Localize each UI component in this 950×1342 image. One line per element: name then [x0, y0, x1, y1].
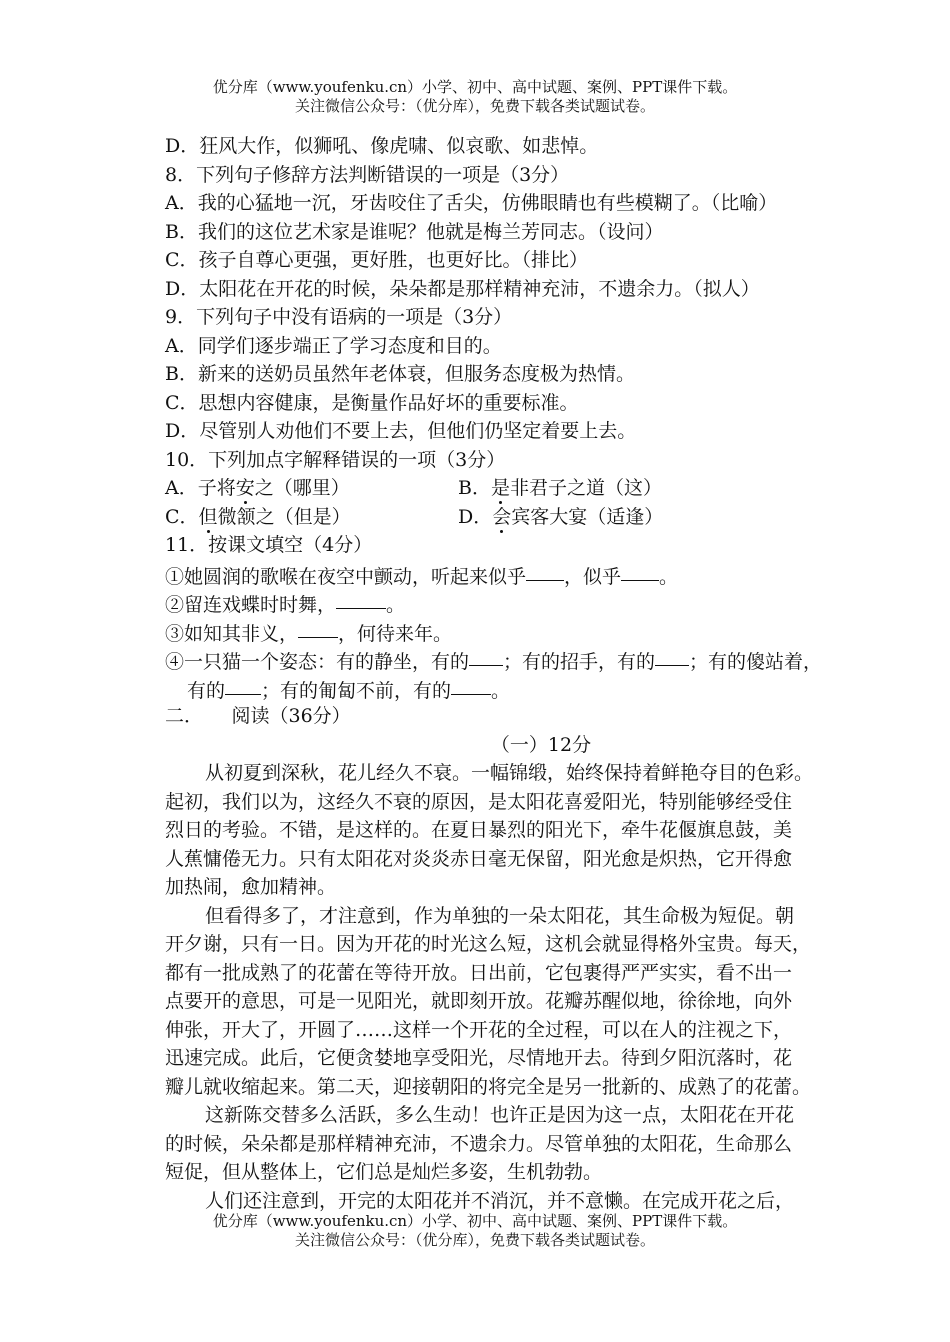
header-line-2: 关注微信公众号：（优分库），免费下载各类试题试卷。: [294, 97, 655, 115]
page-footer: [0, 1212, 950, 1250]
q10-row-1: [165, 474, 917, 503]
passage-line: 迅速完成。此后，它便贪婪地享受阳光，尽情地开去。待到夕阳沉落时，花: [165, 1047, 793, 1069]
dotted-char: 安: [235, 477, 255, 499]
passage-line: 加热闹，愈加精神。: [165, 876, 337, 898]
passage-line: 但看得多了，才注意到，作为单独的一朵太阳花，其生命极为短促。朝: [205, 904, 795, 927]
q8-option-a: A．我的心猛地一沉，牙齿咬住了舌尖，仿佛眼睛也有些模糊了。（比喻）: [165, 192, 778, 214]
passage-line: 都有一批成熟了的花蕾在等待开放。日出前，它包裹得严严实实，看不出一: [165, 961, 793, 984]
header-line-1: 优分库（www.youfenku.cn）小学、初中、高中试题、案例、PPT课件下载。: [212, 78, 738, 96]
q11-title: 11．按课文填空（4分）: [165, 534, 373, 556]
fill-blank[interactable]: [469, 645, 503, 666]
passage-line: 伸张，开大了，开圆了……这样一个开花的全过程，可以在人的注视之下，: [165, 1018, 793, 1041]
passage-line: 点要开的意思，可是一见阳光，就即刻开放。花瓣苏醒似地，徐徐地，向外: [165, 990, 793, 1012]
q11-item-2: ②留连戏蝶时时舞， 。: [165, 588, 917, 617]
passage-line: 这新陈交替多么活跃，多么生动！也许正是因为这一点，太阳花在开花: [205, 1104, 795, 1126]
dotted-char: 是: [490, 477, 510, 499]
fill-blank[interactable]: [655, 645, 689, 666]
q9-option-d: D．尽管别人劝他们不要上去，但他们仍坚定着要上去。: [165, 420, 637, 442]
q8-option-c: C．孩子自尊心更强，更好胜，也更好比。（排比）: [165, 249, 589, 271]
q11-item-3: ③如知其非义， ，何待来年。: [165, 617, 917, 646]
q11-item-4: ④一只猫一个姿态：有的静坐，有的 ；有的招手，有的 ；有的傻站着，: [165, 645, 917, 674]
q10-title: 10．下列加点字解释错误的一项（3分）: [165, 448, 506, 471]
fill-blank[interactable]: [526, 560, 564, 581]
passage-line: 瓣儿就收缩起来。第二天，迎接朝阳的将完全是另一批新的、成熟了的花蕾。: [165, 1075, 812, 1098]
section-2-subtitle: （一）12分: [490, 733, 592, 756]
passage-line: 从初夏到深秋，花儿经久不衰。一幅锦缎，始终保持着鲜艳夺目的色彩。: [205, 762, 814, 784]
q8-option-d: D．太阳花在开花的时候，朵朵都是那样精神充沛，不遗余力。（拟人）: [165, 277, 760, 300]
q8-title: 8．下列句子修辞方法判断错误的一项是（3分）: [165, 163, 570, 186]
passage-line: 人们还注意到，开完的太阳花并不消沉，并不意懒。在完成开花之后，: [205, 1189, 795, 1212]
q9-option-a: A．同学们逐步端正了学习态度和目的。: [165, 334, 502, 357]
footer-line-2: 关注微信公众号：（优分库），免费下载各类试题试卷。: [294, 1231, 655, 1249]
q10-option-b: B．是非君子之道（这）: [458, 477, 662, 499]
q9-title: 9．下列句子中没有语病的一项是（3分）: [165, 306, 513, 328]
section-2-title: 二． 阅读（36分）: [165, 705, 351, 727]
dotted-char: 但: [198, 505, 218, 528]
fill-blank[interactable]: [336, 588, 386, 609]
q9-option-c: C．思想内容健康，是衡量作品好坏的重要标准。: [165, 391, 579, 414]
q11-item-1: ①她圆润的歌喉在夜空中颤动，听起来似乎 ，似乎 。: [165, 560, 917, 589]
passage-line: 烈日的考验。不错，是这样的。在夏日暴烈的阳光下，牵牛花偃旗息鼓，美: [165, 819, 793, 841]
q11-item-4-cont: 有的 ；有的匍匐不前，有的 。: [165, 674, 917, 703]
footer-line-1: 优分库（www.youfenku.cn）小学、初中、高中试题、案例、PPT课件下载。: [212, 1212, 738, 1230]
passage-line: 人蕉慵倦无力。只有太阳花对炎炎赤日毫无保留，阳光愈是炽热，它开得愈: [165, 847, 793, 870]
document-body: [165, 132, 917, 1215]
fill-blank[interactable]: [298, 617, 338, 638]
passage-line: 的时候，朵朵都是那样精神充沛，不遗余力。尽管单独的太阳花，生命那么: [165, 1132, 793, 1155]
q10-row-2: [165, 503, 917, 532]
fill-blank[interactable]: [225, 674, 261, 695]
q10-option-a: A．子将安之（哪里）: [165, 477, 350, 499]
q8-option-b: B．我们的这位艺术家是谁呢？他就是梅兰芳同志。（设问）: [165, 220, 664, 243]
fill-blank[interactable]: [451, 674, 491, 695]
page-header: [0, 78, 950, 116]
passage-line: 起初，我们以为，这经久不衰的原因，是太阳花喜爱阳光，特别能够经受住: [165, 790, 793, 813]
dotted-char: 会: [492, 505, 512, 528]
q10-option-d: D．会宾客大宴（适逢）: [458, 505, 664, 528]
q10-option-c: C．但微颔之（但是）: [165, 505, 351, 528]
q7-option-d: D．狂风大作，似狮吼、像虎啸、似哀歌、如悲悼。: [165, 135, 599, 157]
passage-line: 开夕谢，只有一日。因为开花的时光这么短，这机会就显得格外宝贵。每天，: [165, 933, 812, 955]
fill-blank[interactable]: [621, 560, 659, 581]
passage-line: 短促，但从整体上，它们总是灿烂多姿，生机勃勃。: [165, 1161, 603, 1183]
q9-option-b: B．新来的送奶员虽然年老体衰，但服务态度极为热情。: [165, 363, 635, 385]
